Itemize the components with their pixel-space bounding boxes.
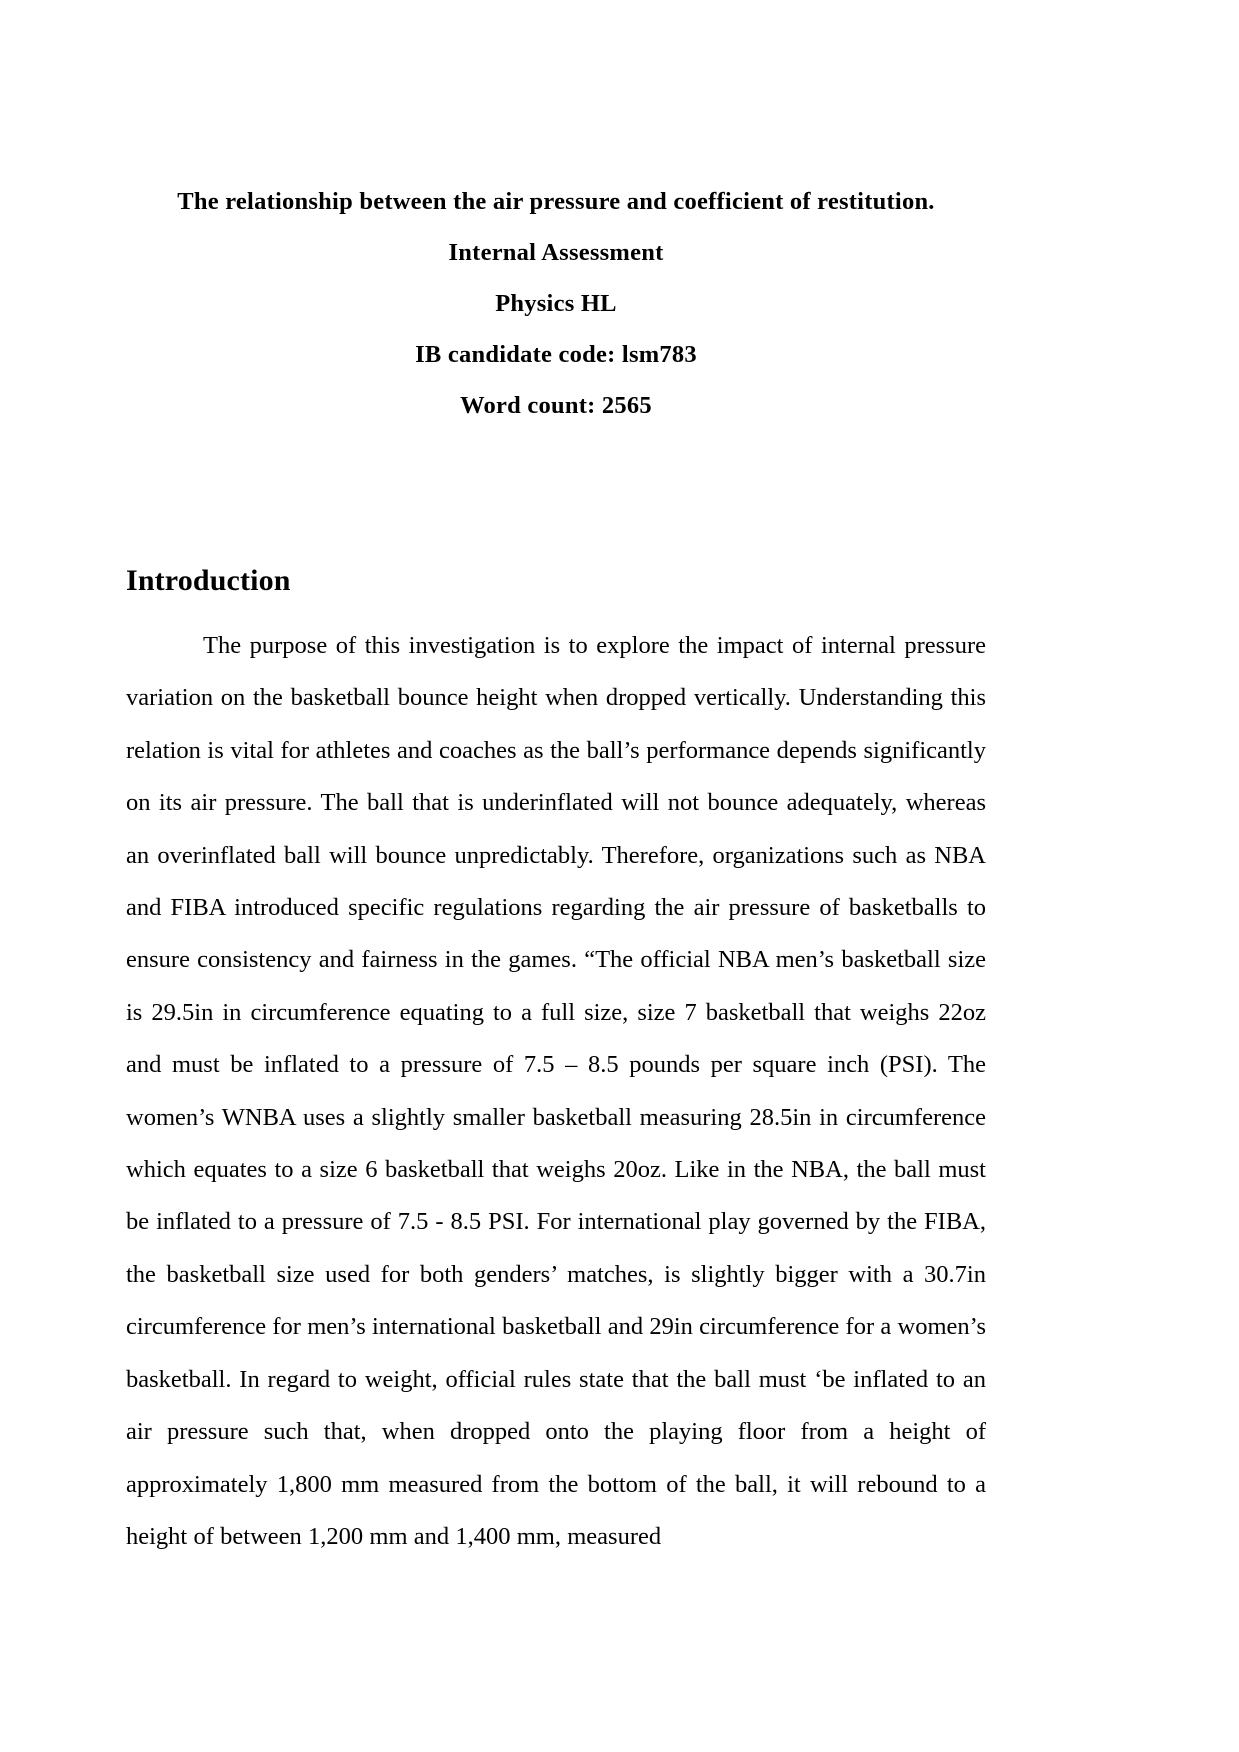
candidate-code: IB candidate code: lsm783 (415, 341, 697, 368)
page-content (126, 0, 986, 1563)
document-title: The relationship between the air pressure and coefficient of restitution. (177, 188, 935, 215)
word-count: Word count: 2565 (460, 392, 652, 419)
section-heading-introduction: Introduction (126, 564, 291, 597)
title-block (126, 0, 986, 431)
assessment-type: Internal Assessment (448, 239, 664, 266)
introduction-paragraph: The purpose of this investigation is to explore the impact of internal pressure variation on the basketball bounce height when dropped vertically. Understanding this relation is vital for athletes and coaches as the ball’s performance depends significantly on its air pressure. The ball that is underinflated will not bounce adequately, whereas an overinflated ball will bounce unpredictably. Therefore, organizations such as NBA and FIBA introduced specific regulations regarding the air pressure of basketballs to ensure consistency and fairness in the games. “The official NBA men’s basketball size is 29.5in in circumference equating to a full size, size 7 basketball that weighs 22oz and must be inflated to a pressure of 7.5 – 8.5 pounds per square inch (PSI). The women’s WNBA uses a slightly smaller basketball measuring 28.5in in circumference which equates to a size 6 basketball that weighs 20oz. Like in the NBA, the ball must be inflated to a pressure of 7.5 - 8.5 PSI. For international play governed by the FIBA, the basketball size used for both genders’ matches, is slightly bigger with a 30.7in circumference for men’s international basketball and 29in circumference for a women’s basketball. In regard to weight, official rules state that the ball must ‘be inflated to an air pressure such that, when dropped onto the playing floor from a height of approximately 1,800 mm measured from the bottom of the ball, it will rebound to a height of between 1,200 mm and 1,400 mm, measured (126, 632, 986, 1550)
subject-level: Physics HL (495, 290, 617, 317)
